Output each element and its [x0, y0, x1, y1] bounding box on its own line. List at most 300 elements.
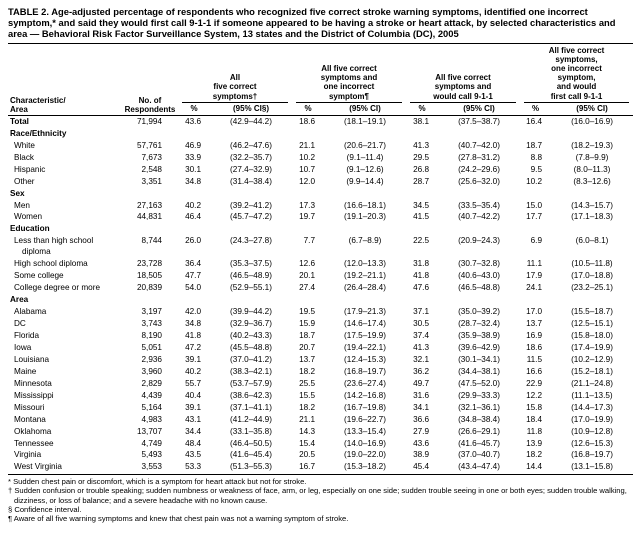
- ci-cell: (18.1–19.1): [344, 116, 386, 126]
- percent-cell: 39.1: [185, 354, 201, 364]
- col-group-all-five-correct-symptoms: [178, 43, 292, 103]
- ci-cell: (9.9–14.4): [346, 176, 384, 186]
- table-row: [8, 212, 633, 224]
- percent-cell: 18.7: [526, 140, 543, 150]
- percent-cell: 46.4: [185, 212, 201, 222]
- row-label: Maine: [14, 366, 37, 376]
- row-label: Less than high school diploma: [14, 236, 94, 256]
- data-table: [8, 43, 633, 475]
- percent-cell: 41.8: [185, 330, 201, 340]
- percent-cell: 13.7: [299, 354, 315, 364]
- col-header-no-of-respondents: No. of Respondents: [122, 43, 178, 115]
- percent-cell: 43.5: [185, 450, 201, 460]
- ci-cell: (12.6–15.3): [571, 438, 613, 448]
- footnotes: [8, 477, 633, 524]
- section-row: [8, 224, 633, 236]
- percent-cell: 37.1: [413, 306, 429, 316]
- percent-cell: 14.4: [520, 462, 551, 474]
- section-filler: [122, 188, 633, 200]
- table-row: [8, 390, 633, 402]
- footnote: * Sudden chest pain or discomfort, which is a symptom for heart attack but not for stroke.: [8, 476, 307, 486]
- ci-cell: (39.9–44.2): [230, 306, 272, 316]
- col-group-symptoms-incorrect-call-911: [520, 43, 633, 103]
- section-filler: [122, 128, 633, 140]
- row-label: Florida: [14, 330, 40, 340]
- percent-cell: 26.8: [413, 164, 429, 174]
- percent-cell: 15.0: [526, 200, 543, 210]
- col-group-label: All five correct symptoms and would call 9-1-1: [410, 73, 516, 103]
- ci-cell: (11.1–13.5): [571, 390, 613, 400]
- ci-cell: (46.5–48.8): [458, 282, 500, 292]
- percent-cell: 25.5: [299, 378, 315, 388]
- ci-cell: (13.3–15.4): [344, 426, 386, 436]
- percent-cell: 20.1: [299, 270, 315, 280]
- ci-cell: (20.9–24.3): [458, 236, 500, 246]
- ci-cell: (15.3–18.2): [324, 462, 406, 474]
- percent-cell: 16.7: [292, 462, 324, 474]
- col-group-label: All five correct symptoms†: [182, 73, 288, 103]
- ci-cell: (6.0–8.1): [575, 236, 609, 246]
- percent-cell: 11.8: [526, 426, 543, 436]
- ci-cell: (52.9–55.1): [230, 282, 272, 292]
- percent-cell: 47.2: [185, 342, 201, 352]
- percent-cell: 22.5: [413, 236, 429, 246]
- percent-cell: 33.9: [185, 152, 201, 162]
- row-label: College degree or more: [14, 282, 101, 292]
- ci-cell: (27.4–32.9): [230, 164, 272, 174]
- ci-cell: (24.2–29.6): [458, 164, 500, 174]
- col-group-symptoms-and-call-911: [406, 43, 520, 103]
- ci-cell: (33.1–35.8): [230, 426, 272, 436]
- respondents-cell: 3,351: [141, 176, 162, 186]
- percent-cell: 13.9: [526, 438, 543, 448]
- row-label: Oklahoma: [14, 426, 52, 436]
- respondents-cell: 13,707: [136, 426, 162, 436]
- ci-cell: (33.5–35.4): [458, 200, 500, 210]
- respondents-cell: 4,749: [141, 438, 162, 448]
- row-label: Louisiana: [14, 354, 50, 364]
- percent-cell: 53.3: [178, 462, 210, 474]
- section-filler: [122, 224, 633, 236]
- table-row: [8, 318, 633, 330]
- ci-cell: (39.6–42.9): [458, 342, 500, 352]
- percent-cell: 15.4: [299, 438, 315, 448]
- ci-cell: (46.5–48.9): [230, 270, 272, 280]
- row-label: Alabama: [14, 306, 47, 316]
- percent-cell: 18.6: [299, 116, 315, 126]
- ci-cell: (40.6–43.0): [458, 270, 500, 280]
- row-label: Women: [14, 212, 43, 222]
- respondents-cell: 44,831: [136, 212, 162, 222]
- table-row: [8, 164, 633, 176]
- ci-cell: (40.7–42.2): [458, 212, 500, 222]
- respondents-cell: 4,439: [141, 390, 162, 400]
- row-label: Men: [14, 200, 30, 210]
- percent-cell: 41.3: [413, 140, 429, 150]
- table-row: [8, 354, 633, 366]
- respondents-cell: 20,839: [136, 282, 162, 292]
- ci-cell: (17.4–19.9): [571, 342, 613, 352]
- ci-cell: (53.7–57.9): [230, 378, 272, 388]
- row-label: Mississippi: [14, 390, 54, 400]
- ci-cell: (46.4–50.5): [230, 438, 272, 448]
- ci-cell: (12.5–15.1): [571, 318, 613, 328]
- ci-cell: (30.7–32.8): [458, 258, 500, 268]
- col-header-ci-3: (95% CI): [438, 103, 520, 116]
- footnote: † Sudden confusion or trouble speaking; sudden numbness or weakness of face, arm, or leg, especially on one side; sudden trouble seeing in one or both eyes; sudden trouble walking, dizziness, or loss of balance; and a severe headache with no known cause.: [8, 486, 627, 505]
- respondents-cell: 8,190: [141, 330, 162, 340]
- ci-cell: (20.6–21.7): [344, 140, 386, 150]
- percent-cell: 29.5: [413, 152, 429, 162]
- respondents-cell: 18,505: [136, 270, 162, 280]
- ci-cell: (37.0–41.2): [230, 354, 272, 364]
- table-row: [8, 152, 633, 164]
- respondents-cell: 3,553: [122, 462, 178, 474]
- section-row: [8, 128, 633, 140]
- row-label: Missouri: [14, 402, 45, 412]
- percent-cell: 18.2: [299, 366, 315, 376]
- respondents-cell: 5,493: [141, 450, 162, 460]
- ci-cell: (31.4–38.4): [230, 176, 272, 186]
- row-label: Total: [10, 116, 29, 126]
- ci-cell: (9.1–11.4): [346, 152, 384, 162]
- percent-cell: 39.1: [185, 402, 201, 412]
- percent-cell: 55.7: [185, 378, 201, 388]
- table-row: [8, 438, 633, 450]
- percent-cell: 34.4: [185, 426, 201, 436]
- group-header-row: [8, 43, 633, 103]
- ci-cell: (23.2–25.1): [571, 282, 613, 292]
- table-row: [8, 200, 633, 212]
- col-header-characteristic-area: Characteristic/ Area: [8, 43, 122, 115]
- ci-cell: (51.3–55.3): [210, 462, 292, 474]
- row-label: White: [14, 140, 35, 150]
- section-filler: [122, 294, 633, 306]
- ci-cell: (26.4–28.4): [344, 282, 386, 292]
- percent-cell: 17.9: [526, 270, 543, 280]
- ci-cell: (35.0–39.2): [458, 306, 500, 316]
- ci-cell: (19.2–21.1): [344, 270, 386, 280]
- percent-cell: 21.1: [299, 414, 315, 424]
- section-label: Sex: [10, 188, 25, 198]
- percent-cell: 43.6: [413, 438, 429, 448]
- table-figure: [8, 6, 633, 524]
- table-body: [8, 116, 633, 475]
- percent-cell: 17.0: [526, 306, 543, 316]
- ci-cell: (19.0–22.0): [344, 450, 386, 460]
- respondents-cell: 8,744: [141, 236, 162, 246]
- row-label: Minnesota: [14, 378, 52, 388]
- table-row: [8, 236, 633, 259]
- section-label: Race/Ethnicity: [10, 128, 67, 138]
- ci-cell: (6.7–8.9): [348, 236, 382, 246]
- percent-cell: 41.3: [413, 342, 429, 352]
- ci-cell: (16.6–18.1): [344, 200, 386, 210]
- ci-cell: (17.0–18.8): [571, 270, 613, 280]
- percent-cell: 8.8: [530, 152, 543, 162]
- percent-cell: 38.9: [413, 450, 429, 460]
- ci-cell: (10.2–12.9): [571, 354, 613, 364]
- ci-cell: (8.0–11.3): [573, 164, 611, 174]
- ci-cell: (41.6–45.7): [458, 438, 500, 448]
- percent-cell: 30.1: [185, 164, 201, 174]
- percent-cell: 16.9: [526, 330, 543, 340]
- percent-cell: 6.9: [530, 236, 543, 246]
- percent-cell: 12.6: [299, 258, 315, 268]
- percent-cell: 49.7: [413, 378, 429, 388]
- ci-cell: (13.1–15.8): [551, 462, 633, 474]
- table-row: [8, 462, 633, 474]
- percent-cell: 15.8: [526, 402, 543, 412]
- col-header-percent-4: %: [520, 103, 551, 116]
- row-label: Hispanic: [14, 164, 46, 174]
- ci-cell: (35.9–38.9): [458, 330, 500, 340]
- respondents-cell: 5,051: [141, 342, 162, 352]
- ci-cell: (18.2–19.3): [571, 140, 613, 150]
- percent-cell: 48.4: [185, 438, 201, 448]
- respondents-cell: 23,728: [136, 258, 162, 268]
- ci-cell: (35.3–37.5): [230, 258, 272, 268]
- ci-cell: (32.2–35.7): [230, 152, 272, 162]
- respondents-cell: 71,994: [136, 116, 162, 126]
- ci-cell: (17.5–19.9): [344, 330, 386, 340]
- row-label: Tennessee: [14, 438, 54, 448]
- percent-cell: 14.3: [299, 426, 315, 436]
- ci-cell: (14.3–15.7): [571, 200, 613, 210]
- ci-cell: (37.5–38.7): [458, 116, 500, 126]
- ci-cell: (28.7–32.4): [458, 318, 500, 328]
- row-label: Iowa: [14, 342, 32, 352]
- ci-cell: (15.8–18.0): [571, 330, 613, 340]
- percent-cell: 47.7: [185, 270, 201, 280]
- table-header: [8, 43, 633, 115]
- ci-cell: (21.1–24.8): [571, 378, 613, 388]
- ci-cell: (15.2–18.1): [571, 366, 613, 376]
- ci-cell: (12.0–13.3): [344, 258, 386, 268]
- ci-cell: (38.3–42.1): [230, 366, 272, 376]
- percent-cell: 22.9: [526, 378, 543, 388]
- percent-cell: 20.5: [299, 450, 315, 460]
- section-label: Education: [10, 224, 50, 234]
- respondents-cell: 5,164: [141, 402, 162, 412]
- percent-cell: 11.1: [526, 258, 543, 268]
- respondents-cell: 57,761: [136, 140, 162, 150]
- col-header-percent-2: %: [292, 103, 324, 116]
- percent-cell: 32.1: [413, 354, 429, 364]
- table-row: [8, 306, 633, 318]
- percent-cell: 45.4: [406, 462, 438, 474]
- row-label: Montana: [14, 414, 46, 424]
- ci-cell: (45.7–47.2): [230, 212, 272, 222]
- table-row: [8, 282, 633, 294]
- ci-cell: (34.4–38.1): [458, 366, 500, 376]
- ci-cell: (26.6–29.1): [458, 426, 500, 436]
- percent-cell: 47.6: [413, 282, 429, 292]
- percent-cell: 31.8: [413, 258, 429, 268]
- section-row: [8, 294, 633, 306]
- row-label: Other: [14, 176, 35, 186]
- percent-cell: 15.9: [299, 318, 315, 328]
- percent-cell: 18.7: [299, 330, 315, 340]
- percent-cell: 20.7: [299, 342, 315, 352]
- table-row: [8, 342, 633, 354]
- table-row: [8, 330, 633, 342]
- ci-cell: (43.4–47.4): [438, 462, 520, 474]
- percent-cell: 37.4: [413, 330, 429, 340]
- percent-cell: 10.2: [299, 152, 315, 162]
- percent-cell: 12.0: [299, 176, 315, 186]
- col-group-label: All five correct symptoms, one incorrect symptom, and would first call 9-1-1: [524, 46, 629, 103]
- respondents-cell: 2,548: [141, 164, 162, 174]
- percent-cell: 18.2: [299, 402, 315, 412]
- percent-cell: 15.5: [299, 390, 315, 400]
- percent-cell: 42.0: [185, 306, 201, 316]
- percent-cell: 18.6: [526, 342, 543, 352]
- ci-cell: (37.1–41.1): [230, 402, 272, 412]
- row-label: Virginia: [14, 450, 42, 460]
- percent-cell: 36.2: [413, 366, 429, 376]
- footnote: ¶ Aware of all five warning symptoms and knew that chest pain was not a warning symptom of stroke.: [8, 514, 349, 524]
- section-label: Area: [10, 294, 29, 304]
- ci-cell: (14.0–16.9): [344, 438, 386, 448]
- percent-cell: 38.1: [413, 116, 429, 126]
- row-label: West Virginia: [8, 462, 122, 474]
- percent-cell: 10.7: [299, 164, 315, 174]
- ci-cell: (19.4–22.1): [344, 342, 386, 352]
- ci-cell: (32.9–36.7): [230, 318, 272, 328]
- percent-cell: 7.7: [303, 236, 315, 246]
- ci-cell: (16.8–19.7): [571, 450, 613, 460]
- percent-cell: 43.1: [185, 414, 201, 424]
- ci-cell: (15.5–18.7): [571, 306, 613, 316]
- percent-cell: 40.2: [185, 200, 201, 210]
- percent-cell: 34.5: [413, 200, 429, 210]
- ci-cell: (29.9–33.3): [458, 390, 500, 400]
- percent-cell: 41.5: [413, 212, 429, 222]
- percent-cell: 26.0: [185, 236, 201, 246]
- respondents-cell: 3,197: [141, 306, 162, 316]
- row-label: Black: [14, 152, 35, 162]
- percent-cell: 46.9: [185, 140, 201, 150]
- respondents-cell: 3,960: [141, 366, 162, 376]
- percent-cell: 36.6: [413, 414, 429, 424]
- ci-cell: (19.1–20.3): [344, 212, 386, 222]
- percent-cell: 24.1: [526, 282, 543, 292]
- percent-cell: 18.4: [526, 414, 543, 424]
- ci-cell: (16.8–19.7): [344, 366, 386, 376]
- ci-cell: (40.7–42.0): [458, 140, 500, 150]
- percent-cell: 17.3: [299, 200, 315, 210]
- respondents-cell: 2,829: [141, 378, 162, 388]
- ci-cell: (27.8–31.2): [458, 152, 500, 162]
- ci-cell: (42.9–44.2): [230, 116, 272, 126]
- table-row: [8, 426, 633, 438]
- percent-cell: 40.4: [185, 390, 201, 400]
- respondents-cell: 7,673: [141, 152, 162, 162]
- percent-cell: 12.2: [526, 390, 543, 400]
- percent-cell: 34.1: [413, 402, 429, 412]
- ci-cell: (9.1–12.6): [346, 164, 384, 174]
- percent-cell: 43.6: [185, 116, 201, 126]
- ci-cell: (41.6–45.4): [230, 450, 272, 460]
- footnote: § Confidence interval.: [8, 504, 82, 514]
- percent-cell: 27.9: [413, 426, 429, 436]
- ci-cell: (39.2–41.2): [230, 200, 272, 210]
- respondents-cell: 27,163: [136, 200, 162, 210]
- percent-cell: 19.5: [299, 306, 315, 316]
- col-group-label: All five correct symptoms and one incorrect symptom¶: [296, 64, 402, 103]
- percent-cell: 30.5: [413, 318, 429, 328]
- table-row: [8, 258, 633, 270]
- ci-cell: (41.2–44.9): [230, 414, 272, 424]
- ci-cell: (8.3–12.6): [573, 176, 611, 186]
- ci-cell: (24.3–27.8): [230, 236, 272, 246]
- ci-cell: (10.5–11.8): [571, 258, 613, 268]
- ci-cell: (17.9–21.3): [344, 306, 386, 316]
- table-row: [8, 402, 633, 414]
- percent-cell: 36.4: [185, 258, 201, 268]
- col-header-percent-1: %: [178, 103, 210, 116]
- respondents-cell: 3,743: [141, 318, 162, 328]
- table-row: [8, 116, 633, 128]
- col-header-ci-4: (95% CI): [551, 103, 633, 116]
- ci-cell: (14.2–16.8): [344, 390, 386, 400]
- ci-cell: (45.5–48.8): [230, 342, 272, 352]
- table-row: [8, 414, 633, 426]
- ci-cell: (12.4–15.3): [344, 354, 386, 364]
- row-label: DC: [14, 318, 26, 328]
- percent-cell: 34.8: [185, 318, 201, 328]
- percent-cell: 16.6: [526, 366, 543, 376]
- ci-cell: (38.6–42.3): [230, 390, 272, 400]
- table-row: [8, 366, 633, 378]
- respondents-cell: 2,936: [141, 354, 162, 364]
- percent-cell: 28.7: [413, 176, 429, 186]
- percent-cell: 11.5: [526, 354, 543, 364]
- respondents-cell: 4,983: [141, 414, 162, 424]
- ci-cell: (10.9–12.8): [571, 426, 613, 436]
- row-label: High school diploma: [14, 258, 88, 268]
- ci-cell: (40.2–43.3): [230, 330, 272, 340]
- percent-cell: 41.8: [413, 270, 429, 280]
- col-header-percent-3: %: [406, 103, 438, 116]
- ci-cell: (16.7–19.8): [344, 402, 386, 412]
- table-row: [8, 450, 633, 462]
- percent-cell: 19.7: [299, 212, 315, 222]
- ci-cell: (30.1–34.1): [458, 354, 500, 364]
- table-row: [8, 140, 633, 152]
- ci-cell: (34.8–38.4): [458, 414, 500, 424]
- percent-cell: 17.7: [526, 212, 543, 222]
- row-label: Some college: [14, 270, 64, 280]
- percent-cell: 21.1: [299, 140, 315, 150]
- percent-cell: 34.8: [185, 176, 201, 186]
- percent-cell: 16.4: [526, 116, 543, 126]
- ci-cell: (14.6–17.4): [344, 318, 386, 328]
- ci-cell: (7.8–9.9): [575, 152, 609, 162]
- table-row: [8, 270, 633, 282]
- col-header-ci-2: (95% CI): [324, 103, 406, 116]
- ci-cell: (25.6–32.0): [458, 176, 500, 186]
- ci-cell: (32.1–36.1): [458, 402, 500, 412]
- percent-cell: 54.0: [185, 282, 201, 292]
- table-row: [8, 378, 633, 390]
- col-group-symptoms-and-one-incorrect: [292, 43, 406, 103]
- ci-cell: (46.2–47.6): [230, 140, 272, 150]
- ci-cell: (14.4–17.3): [571, 402, 613, 412]
- col-header-ci-1: (95% CI§): [210, 103, 292, 116]
- ci-cell: (17.0–19.9): [571, 414, 613, 424]
